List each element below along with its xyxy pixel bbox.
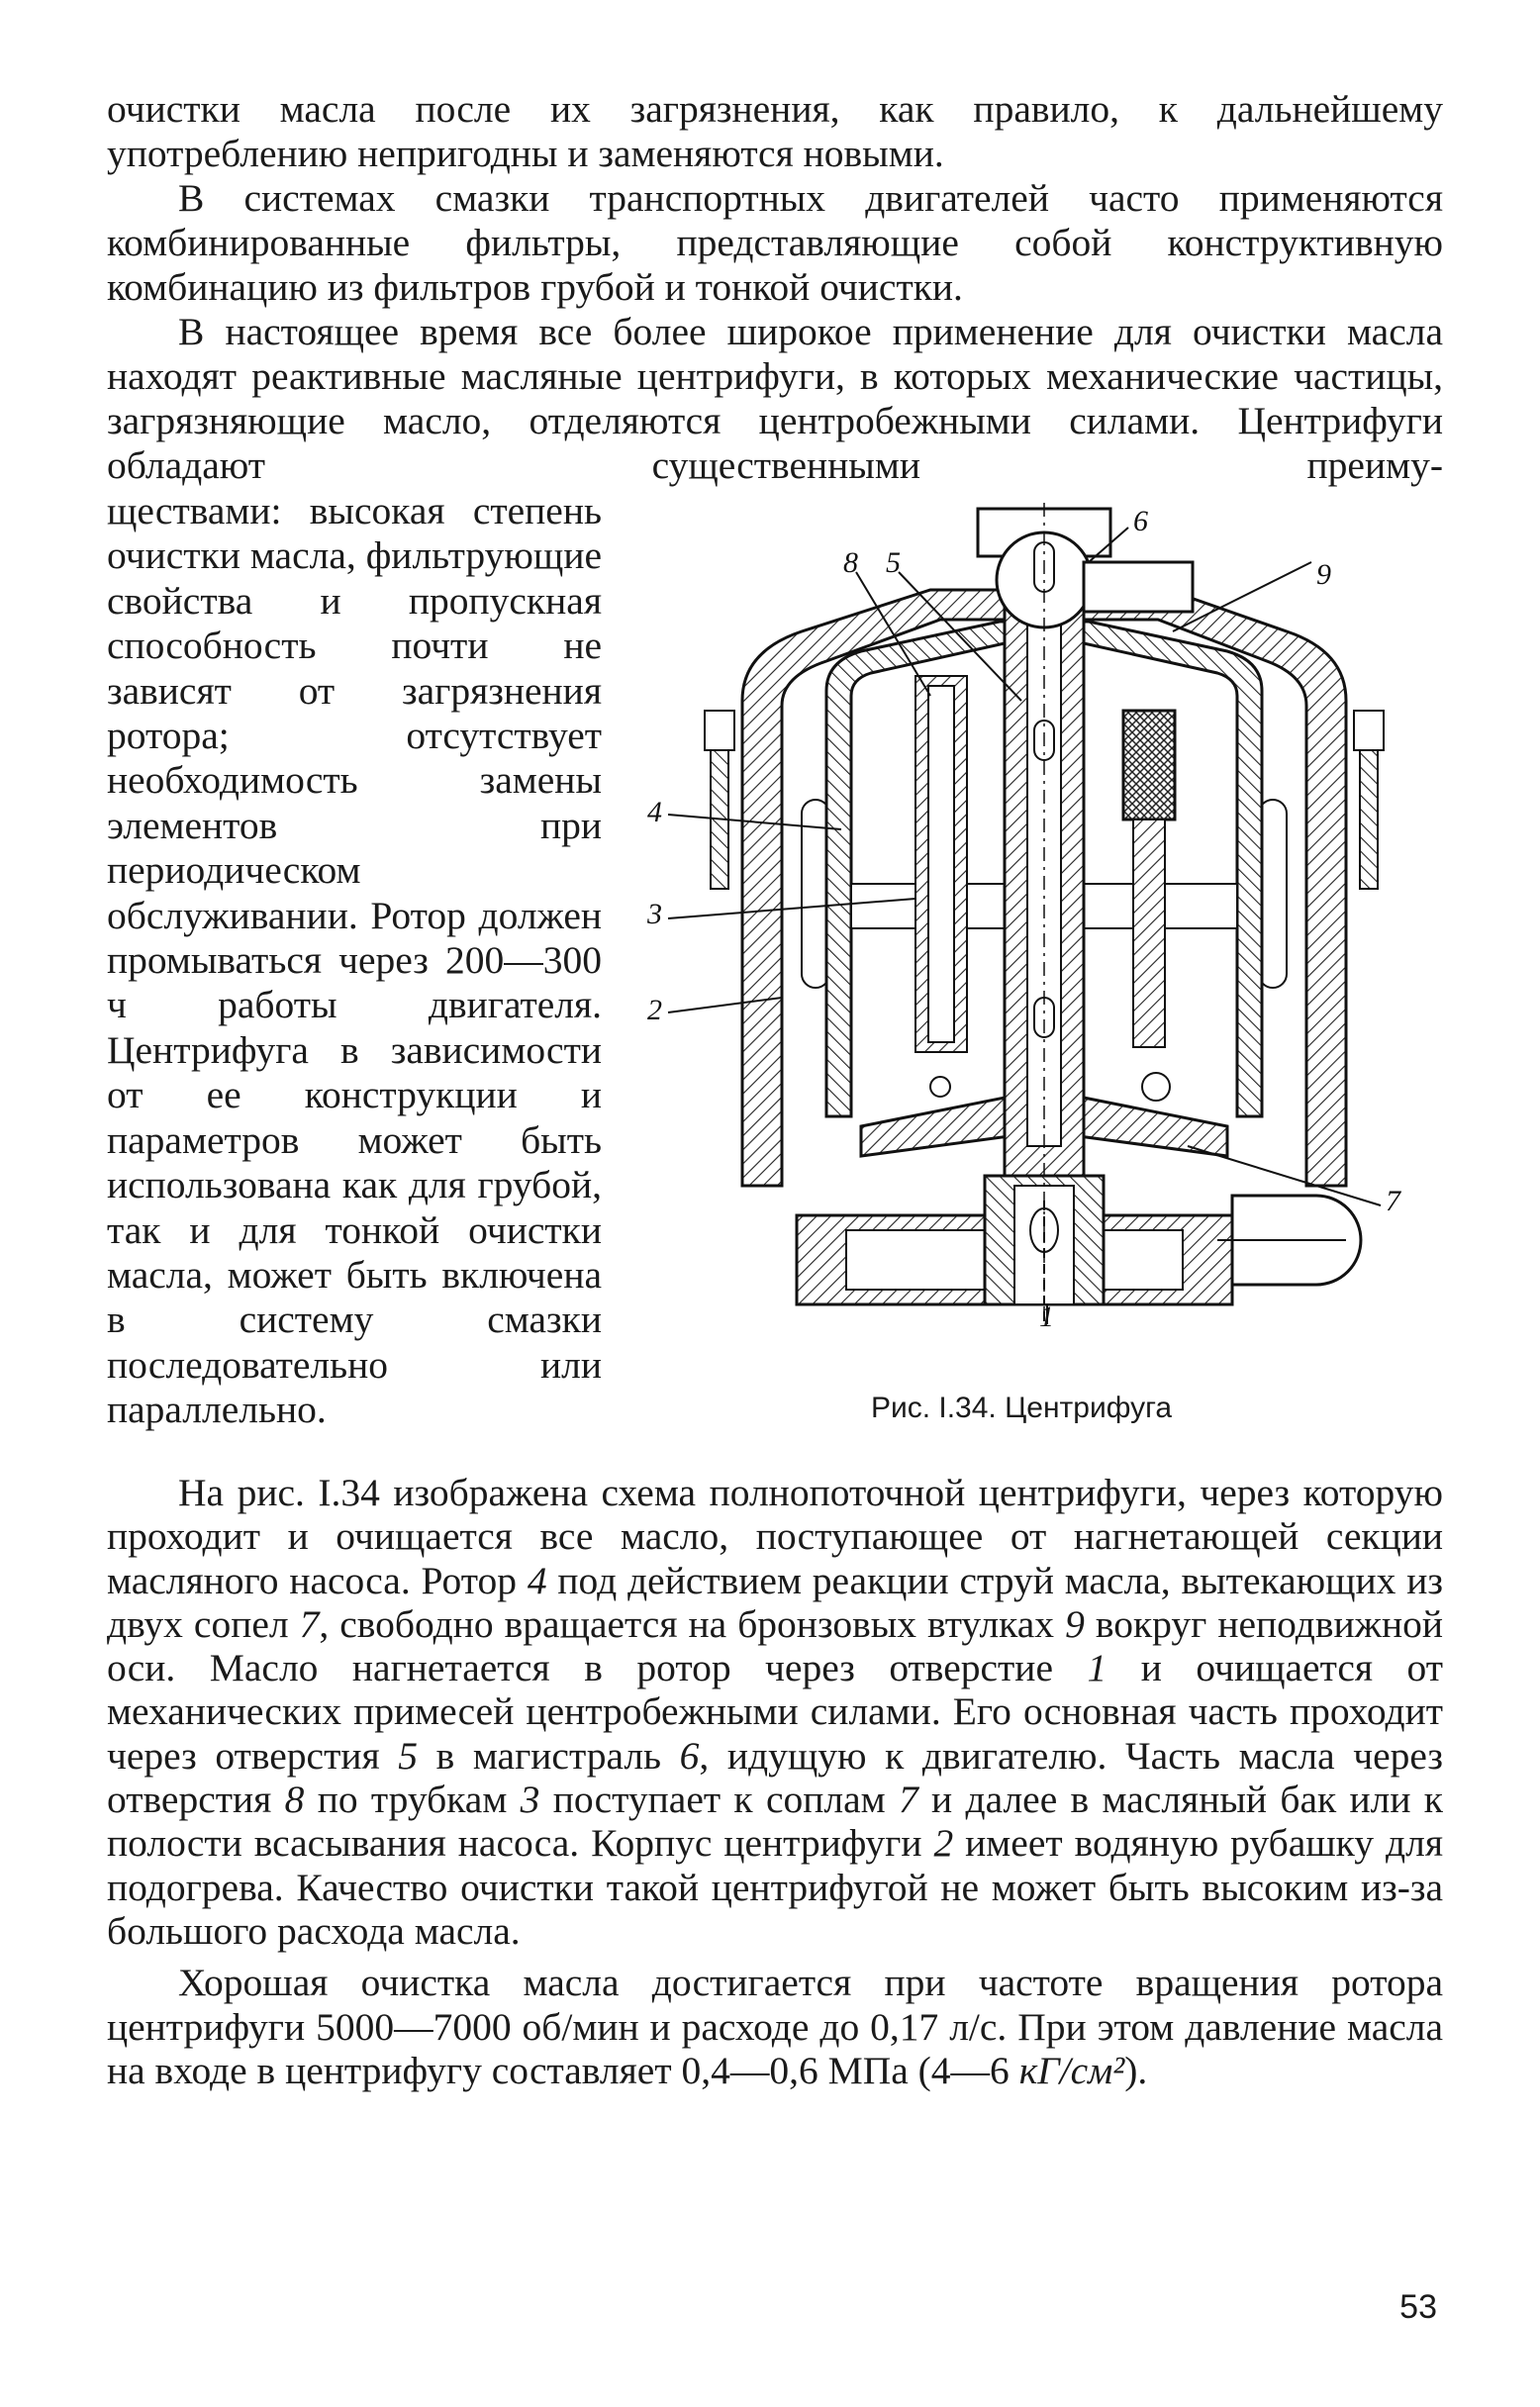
text-run: ). bbox=[1124, 2048, 1148, 2092]
label-7: 7 bbox=[1386, 1185, 1400, 1217]
ref-number: 3 bbox=[520, 1778, 540, 1822]
housing-base bbox=[797, 1176, 1361, 1324]
text-run: и далее в масляный бак или к полости всасывания насоса. Корпус центрифуги bbox=[107, 1778, 1443, 1866]
label-6: 6 bbox=[1133, 505, 1148, 537]
centrifuge-diagram bbox=[633, 503, 1445, 1326]
page-number: 53 bbox=[1399, 2288, 1437, 2326]
paragraph-combined-filters: В системах смазки транспортных двигателей часто применяются комбинированные фильтры, представляющие собой конструктивную комбинацию из фильтров грубой и тонкой очистки. bbox=[107, 176, 1443, 309]
wrap-text-block bbox=[107, 489, 602, 1433]
text-run: , свободно вращается на бронзовых втулках bbox=[319, 1601, 1066, 1646]
ref-number: 1 bbox=[1087, 1646, 1107, 1690]
label-5: 5 bbox=[886, 546, 901, 579]
label-2: 2 bbox=[647, 994, 662, 1026]
figure-caption: Рис. I.34. Центрифуга bbox=[870, 1392, 1173, 1424]
text-run: в магистраль bbox=[418, 1733, 680, 1778]
ref-number: 7 bbox=[898, 1778, 918, 1822]
label-4: 4 bbox=[647, 796, 662, 828]
paragraph-figure-description bbox=[107, 1471, 1443, 1953]
paragraph-operating-parameters bbox=[107, 1961, 1443, 2092]
text-run: и очищается от механических примесей центробежными силами. Его основная часть проходит через отверстия bbox=[107, 1646, 1444, 1778]
text-run: , идущую к двигателю. Часть масла через отверстия bbox=[107, 1733, 1443, 1822]
ref-number: 7 bbox=[299, 1601, 320, 1646]
label-3: 3 bbox=[647, 898, 662, 930]
text-run: под действием реакции струй масла, вытекающих из двух сопел bbox=[107, 1558, 1443, 1646]
text-run: Хорошая очистка масла достигается при частоте вращения ротора центрифуги 5000—7000 об/мин и расходе до 0,17 л/с. При этом давление масла на входе в центрифугу составляет 0,4—0,6 МПа (4—6 bbox=[107, 1961, 1443, 2092]
ref-number: 8 bbox=[284, 1778, 305, 1822]
paragraph-continuation: очистки масла после их загрязнения, как правило, к дальнейшему употреблению непригодны и заменяются новыми. bbox=[107, 87, 1443, 175]
paragraph-advantages: ществами: высокая степень очистки масла, фильтрующие свойства и пропускная способность почти не зависят от загрязнения ротора; отсутствует необходимость замены элементов при периодическом обслуживании. Ротор должен промываться через 200—300 ч работы двигателя. Центрифуга в зависимости от ее конструкции и параметров может быть использована как для грубой, так и для тонкой очистки масла, может быть включена в систему смазки последовательно или параллельно. bbox=[107, 489, 602, 1432]
text-run: На рис. I.34 изображена схема полнопоточной центрифуги, через которую проходит и очищается все масло, поступающее от нагнетающей секции масляного насоса. Ротор bbox=[107, 1471, 1443, 1602]
ref-number: 6 bbox=[679, 1733, 700, 1778]
top-text-block bbox=[107, 87, 1443, 488]
text-run: поступает к соплам bbox=[539, 1778, 899, 1822]
text-run: по трубкам bbox=[304, 1778, 521, 1822]
ref-number: 9 bbox=[1065, 1601, 1085, 1646]
ref-number: 4 bbox=[527, 1558, 547, 1602]
label-1: 1 bbox=[1039, 1300, 1054, 1326]
text-run: имеет водяную рубашку для подогрева. Качество очистки такой центрифугой не может быть высоким из-за большого расхода масла. bbox=[107, 1821, 1443, 1953]
label-9: 9 bbox=[1316, 558, 1331, 591]
bottom-text-block bbox=[107, 1471, 1443, 2092]
unit-text: кГ/см² bbox=[1018, 2048, 1125, 2092]
label-8: 8 bbox=[843, 546, 858, 579]
ref-number: 2 bbox=[933, 1821, 954, 1866]
ref-number: 5 bbox=[398, 1733, 418, 1778]
paragraph-centrifuges-intro: В настоящее время все более широкое применение для очистки масла находят реактивные масляные центрифуги, в которых механические частицы, загрязняющие масло, отделяются центробежными силами. Центрифуги обладают существенными преиму- bbox=[107, 310, 1443, 487]
text-run: вокруг неподвижной оси. Масло нагнетается в ротор через отверстие bbox=[107, 1601, 1443, 1690]
